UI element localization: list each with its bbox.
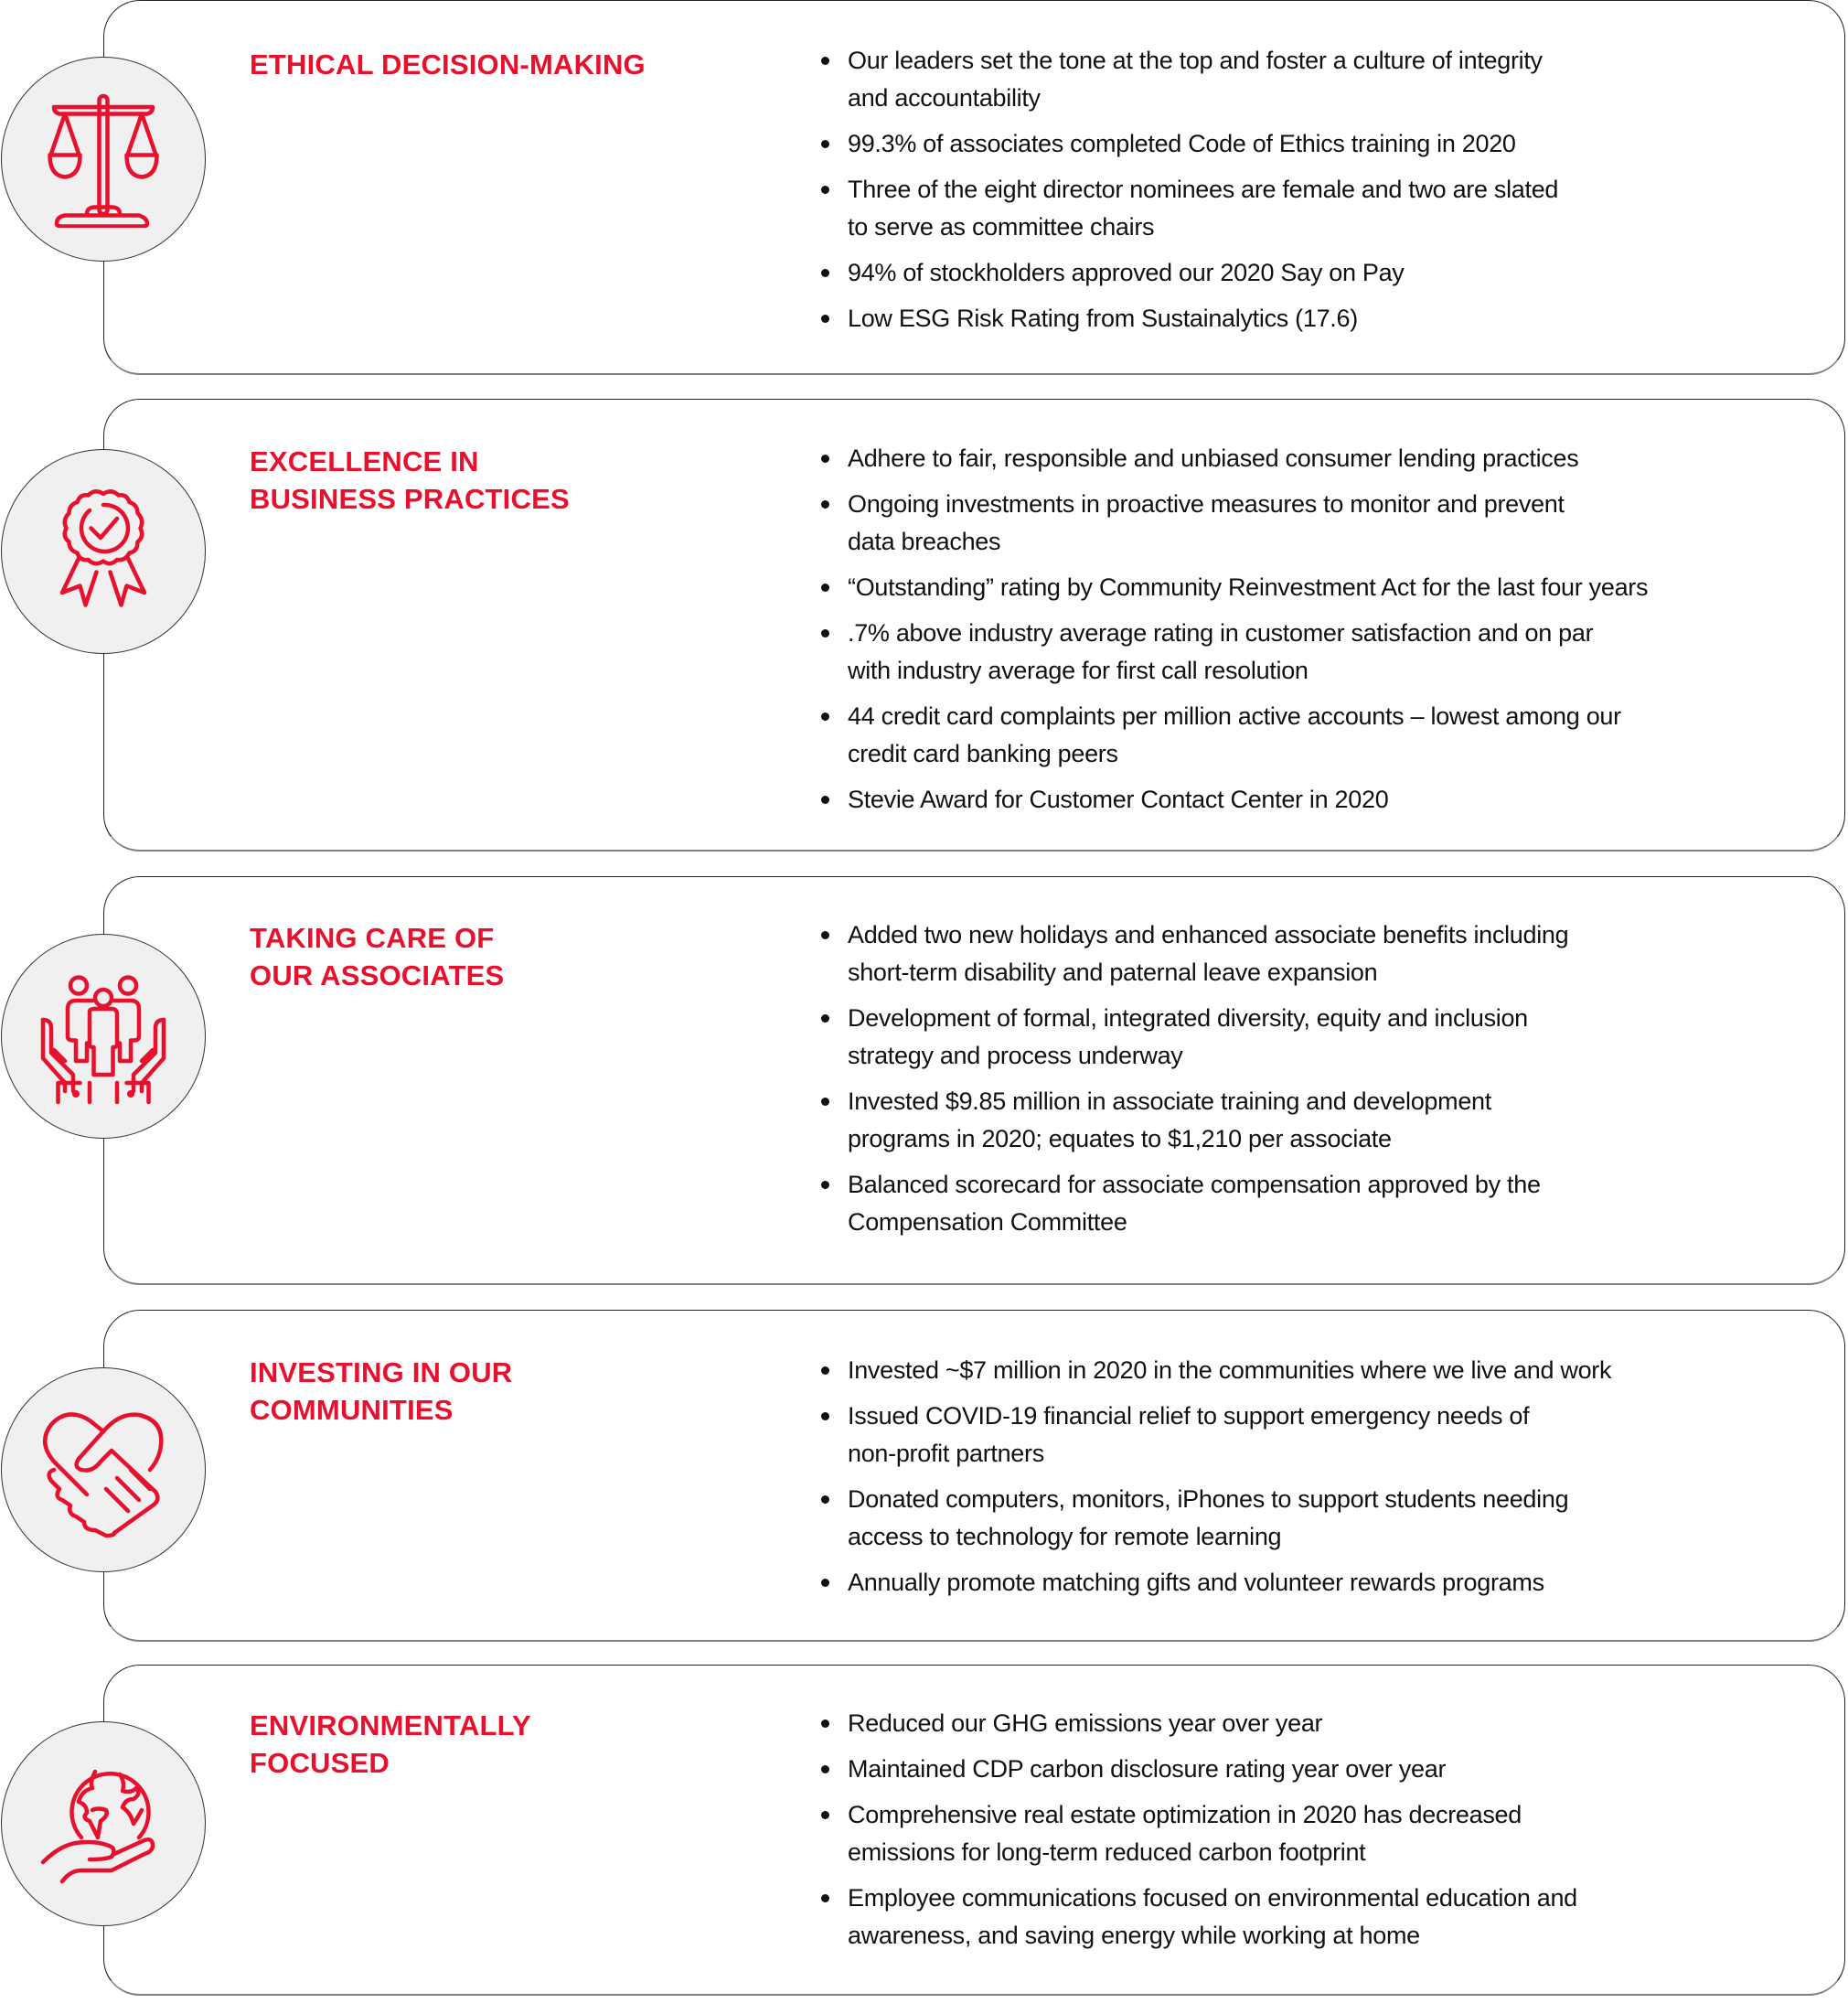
section-title <box>250 443 762 518</box>
icon-badge <box>1 1367 206 1572</box>
list-item-line: Annually promote matching gifts and volunteer rewards programs <box>848 1569 1544 1596</box>
list-item <box>814 916 1833 991</box>
icon-badge <box>1 1721 206 1926</box>
list-item-line: Reduced our GHG emissions year over year <box>848 1709 1323 1737</box>
list-item-line: Development of formal, integrated diversity, equity and inclusion <box>848 1004 1528 1032</box>
list-item <box>814 1166 1833 1241</box>
list-item <box>814 1083 1833 1158</box>
list-item-line: programs in 2020; equates to $1,210 per associate <box>848 1125 1392 1152</box>
list-item-line: Low ESG Risk Rating from Sustainalytics (17.6) <box>848 305 1358 332</box>
list-item <box>814 1564 1833 1602</box>
list-item-line: Employee communications focused on environmental education and <box>848 1884 1577 1912</box>
list-item-line: Comprehensive real estate optimization in 2020 has decreased <box>848 1801 1522 1828</box>
list-item-line: Added two new holidays and enhanced associate benefits including <box>848 921 1569 948</box>
section-title-line: ETHICAL DECISION-MAKING <box>250 48 646 80</box>
heart-handshake-icon <box>35 1401 172 1538</box>
list-item-line: data breaches <box>848 528 1001 555</box>
bullet-list <box>814 1705 1833 1963</box>
list-item <box>814 1000 1833 1075</box>
list-item <box>814 1880 1833 1955</box>
list-item <box>814 171 1833 246</box>
list-item <box>814 486 1833 561</box>
list-item-line: Maintained CDP carbon disclosure rating year over year <box>848 1755 1447 1783</box>
award-ribbon-icon <box>35 483 172 620</box>
list-item <box>814 1481 1833 1556</box>
list-item-line: Adhere to fair, responsible and unbiased consumer lending practices <box>848 445 1579 472</box>
list-item-line: .7% above industry average rating in customer satisfaction and on par <box>848 619 1594 647</box>
list-item-line: Balanced scorecard for associate compensation approved by the <box>848 1171 1541 1198</box>
bullet-list <box>814 1352 1833 1610</box>
icon-badge <box>1 57 206 262</box>
list-item <box>814 781 1833 819</box>
list-item-line: Ongoing investments in proactive measures to monitor and prevent <box>848 490 1565 518</box>
list-item-line: Our leaders set the tone at the top and foster a culture of integrity <box>848 47 1543 74</box>
list-item <box>814 1751 1833 1788</box>
list-item-line: emissions for long-term reduced carbon footprint <box>848 1838 1366 1866</box>
list-item <box>814 254 1833 292</box>
list-item-line: access to technology for remote learning <box>848 1523 1282 1550</box>
bullet-list <box>814 440 1833 827</box>
section-title-line: FOCUSED <box>250 1747 390 1779</box>
list-item <box>814 440 1833 477</box>
list-item <box>814 125 1833 163</box>
globe-in-hand-icon <box>35 1755 172 1892</box>
list-item-line: and accountability <box>848 84 1041 112</box>
list-item <box>814 42 1833 117</box>
scales-of-justice-icon <box>35 91 172 228</box>
list-item-line: with industry average for first call resolution <box>848 657 1309 684</box>
list-item-line: 94% of stockholders approved our 2020 Say on Pay <box>848 259 1405 286</box>
list-item-line: 99.3% of associates completed Code of Ethics training in 2020 <box>848 130 1516 157</box>
icon-badge <box>1 934 206 1139</box>
section-title-line: COMMUNITIES <box>250 1394 454 1426</box>
section-title <box>250 1354 762 1429</box>
section-title <box>250 919 762 994</box>
list-item <box>814 300 1833 337</box>
section-title-line: TAKING CARE OF <box>250 922 495 954</box>
hands-holding-people-icon <box>35 968 172 1105</box>
list-item-line: Donated computers, monitors, iPhones to support students needing <box>848 1485 1569 1513</box>
list-item <box>814 1352 1833 1389</box>
list-item-line: short-term disability and paternal leave expansion <box>848 959 1378 986</box>
section-title-line: INVESTING IN OUR <box>250 1356 513 1388</box>
list-item <box>814 1398 1833 1473</box>
list-item <box>814 1796 1833 1871</box>
bullet-list <box>814 916 1833 1249</box>
icon-badge <box>1 449 206 654</box>
list-item-line: 44 credit card complaints per million active accounts – lowest among our <box>848 702 1621 730</box>
list-item-line: Three of the eight director nominees are female and two are slated <box>848 176 1559 203</box>
bullet-list <box>814 42 1833 346</box>
list-item-line: “Outstanding” rating by Community Reinvestment Act for the last four years <box>848 573 1649 601</box>
list-item-line: credit card banking peers <box>848 740 1118 767</box>
section-title-line: ENVIRONMENTALLY <box>250 1709 531 1741</box>
list-item-line: Compensation Committee <box>848 1208 1127 1236</box>
section-title <box>250 1707 762 1782</box>
list-item <box>814 698 1833 773</box>
list-item <box>814 615 1833 690</box>
section-title-line: OUR ASSOCIATES <box>250 959 505 991</box>
list-item-line: Stevie Award for Customer Contact Center in 2020 <box>848 786 1389 813</box>
list-item-line: awareness, and saving energy while working at home <box>848 1922 1420 1949</box>
list-item-line: Invested ~$7 million in 2020 in the communities where we live and work <box>848 1356 1612 1384</box>
list-item-line: non-profit partners <box>848 1440 1044 1467</box>
section-title-line: BUSINESS PRACTICES <box>250 483 570 515</box>
list-item-line: Invested $9.85 million in associate training and development <box>848 1087 1491 1115</box>
list-item <box>814 1705 1833 1742</box>
section-title <box>250 46 762 83</box>
list-item <box>814 569 1833 606</box>
section-title-line: EXCELLENCE IN <box>250 445 479 477</box>
list-item-line: strategy and process underway <box>848 1042 1183 1069</box>
list-item-line: Issued COVID-19 financial relief to support emergency needs of <box>848 1402 1530 1430</box>
list-item-line: to serve as committee chairs <box>848 213 1155 241</box>
